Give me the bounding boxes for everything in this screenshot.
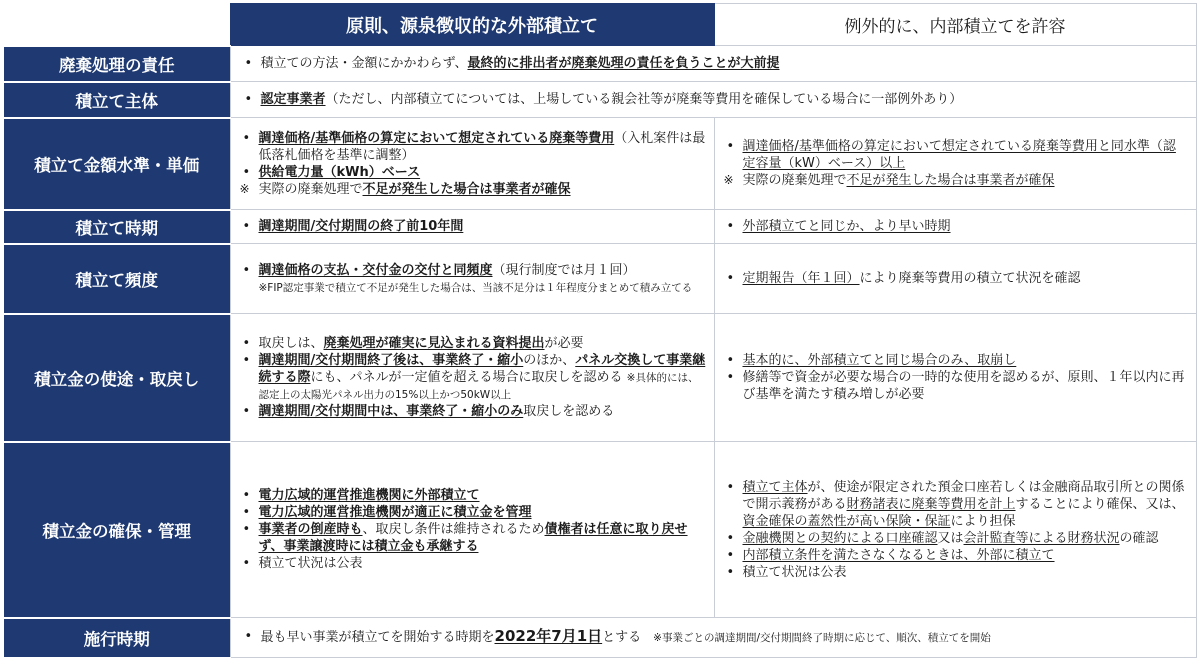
frequency-main-cell <box>230 244 714 314</box>
timing-exception-cell <box>714 210 1196 244</box>
comparison-table <box>4 3 1197 659</box>
text: （現行制度では月１回） <box>492 262 636 278</box>
row-responsibility <box>4 46 1196 82</box>
emphasis-text: 事業者の倒産時も <box>258 522 363 537</box>
list-item <box>723 564 1188 581</box>
row-frequency <box>4 244 1196 314</box>
list-item <box>723 547 1188 564</box>
list-item <box>241 628 1188 647</box>
note-item <box>239 181 706 198</box>
emphasis-text: 廃棄処理が確実に見込まれる資料提出 <box>323 336 545 351</box>
emphasis-text: 調達期間/交付期間中は、事業終了・縮小のみ <box>258 404 524 419</box>
timing-main-cell <box>230 210 714 244</box>
responsibility-cell <box>230 46 1196 82</box>
text: 、取戻し条件は維持されるため <box>362 522 545 537</box>
text: （ただし、内部積立てについては、上場している親会社等が廃棄等費用を確保している場合に一部例外あり） <box>325 92 963 107</box>
emphasis-text: 電力広域的運営推進機関に外部積立て <box>258 488 480 503</box>
text: とする <box>602 630 642 645</box>
amount-main-cell <box>230 118 714 210</box>
row-label-security: 積立金の確保・管理 <box>4 442 230 618</box>
underlined-text: 基本的に、外部積立てと同じ場合のみ、取崩し <box>742 353 1017 368</box>
list-item <box>239 164 706 181</box>
emphasis-text: 調達期間/交付期間の終了前10年間 <box>258 219 464 234</box>
frequency-exception-cell <box>714 244 1196 314</box>
text: 実際の廃棄処理で <box>742 173 847 188</box>
text: にも、パネルが一定値を超える場合に取戻しを認める <box>310 370 623 385</box>
text: 取戻しは、 <box>258 336 324 351</box>
underlined-text: 外部積立てと同じか、より早い時期 <box>742 219 951 234</box>
underlined-text: 資金確保の蓋然性が高い保険・保証 <box>742 513 951 529</box>
amount-exception-cell <box>714 118 1196 210</box>
list-item <box>723 479 1188 530</box>
text: 修繕等で資金が必要な場合の一時的な使用を認めるが、原則、１年以内に再び基準を満たす積み増しが必要 <box>742 370 1185 402</box>
emphasis-text: パネル交換して事業継続する際 <box>258 353 706 385</box>
small-note: ※事業ごとの調達期間/交付期間終了時期に応じて、順次、積立てを開始 <box>653 632 991 644</box>
text: の確認 <box>1119 530 1159 546</box>
usage-exception-cell <box>714 314 1196 442</box>
text: 実際の廃棄処理で <box>258 181 363 197</box>
list-item <box>723 270 1188 287</box>
list-item <box>239 262 706 296</box>
list-item <box>723 218 1188 235</box>
security-exception-cell <box>714 442 1196 618</box>
row-label-enforcement: 施行時期 <box>4 618 230 658</box>
underlined-text: 金融機関との契約による口座確認 <box>742 530 938 546</box>
emphasis-text: 調達期間/交付期間終了後は、事業終了・縮小 <box>258 353 524 368</box>
list-item <box>239 504 706 521</box>
row-label-amount: 積立て金額水準・単価 <box>4 118 230 210</box>
list-item <box>239 403 706 420</box>
emphasis-text: 不足が発生した場合は事業者が確保 <box>362 181 571 197</box>
row-amount <box>4 118 1196 210</box>
row-label-responsibility: 廃棄処理の責任 <box>4 46 230 82</box>
underlined-text: 積立て主体 <box>742 479 808 495</box>
list-item <box>239 352 706 403</box>
emphasis-text: 債権者は任意に取り戻せず、事業譲渡時には積立金も承継する <box>258 522 688 554</box>
list-item <box>723 369 1188 403</box>
security-main-cell <box>230 442 714 618</box>
row-entity <box>4 82 1196 118</box>
list-item <box>239 555 706 572</box>
header-blank-cell <box>4 4 230 46</box>
emphasis-text: 供給電力量（kWh）ベース <box>258 164 421 180</box>
row-label-timing: 積立て時期 <box>4 210 230 244</box>
row-label-entity: 積立て主体 <box>4 82 230 118</box>
text: により廃棄等費用の積立て状況を確認 <box>859 271 1081 286</box>
list-item <box>239 487 706 504</box>
text: 積立ての方法・金額にかかわらず、 <box>260 56 468 71</box>
header-row <box>4 4 1196 46</box>
emphasis-text: 最終的に排出者が廃棄処理の責任を負うことが大前提 <box>467 56 780 71</box>
underlined-text: 定期報告（年１回） <box>742 271 860 286</box>
text: により担保 <box>950 513 1016 529</box>
underlined-text: 調達価格/基準価格の算定において想定されている廃棄等費用と同水準（認定容量（kW）ベース）以上 <box>742 139 1176 171</box>
row-timing <box>4 210 1196 244</box>
list-item <box>239 521 706 555</box>
underlined-text: 会計監査等による財務状況 <box>963 530 1120 546</box>
row-enforcement <box>4 618 1196 658</box>
underlined-text: 内部積立条件を満たさなくなるときは、外部に積立て <box>742 547 1055 563</box>
list-item <box>723 352 1188 369</box>
row-security <box>4 442 1196 618</box>
small-note: ※FIP認定事業で積立て不足が発生した場合は、当該不足分は１年程度分まとめて積み立てる <box>258 281 693 294</box>
text: が、使途が限定された預金口座若しくは金融商品取引所との関係で開示義務がある <box>742 479 1185 512</box>
emphasis-text: 調達価格/基準価格の算定において想定されている廃棄等費用 <box>258 130 615 146</box>
text: 積立て状況は公表 <box>742 564 847 580</box>
list-item <box>241 91 1188 108</box>
header-internal-accumulation: 例外的に、内部積立てを許容 <box>714 4 1196 46</box>
text: することにより確保、又は、 <box>1015 496 1185 512</box>
emphasis-text: 電力広域的運営推進機関が適正に積立金を管理 <box>258 505 532 520</box>
usage-main-cell <box>230 314 714 442</box>
row-label-usage: 積立金の使途・取戻し <box>4 314 230 442</box>
emphasis-text: 認定事業者 <box>260 92 326 107</box>
text: 積立て状況は公表 <box>258 556 363 571</box>
row-usage <box>4 314 1196 442</box>
list-item <box>241 55 1188 72</box>
text: 又は <box>937 530 964 546</box>
note-item <box>723 172 1188 189</box>
text: が必要 <box>544 336 584 351</box>
small-note: ※具体的には、認定上の太陽光パネル出力の15%以上かつ50kW以上 <box>258 372 699 401</box>
start-date: 2022年7月1日 <box>494 627 603 645</box>
list-item <box>723 530 1188 547</box>
text: （入札案件は最低落札価格を基準に調整） <box>258 130 706 163</box>
entity-cell <box>230 82 1196 118</box>
row-label-frequency: 積立て頻度 <box>4 244 230 314</box>
text: 最も早い事業が積立てを開始する時期を <box>260 630 495 645</box>
list-item <box>239 130 706 164</box>
underlined-text: 財務諸表に廃棄等費用を計上 <box>846 496 1016 512</box>
emphasis-text: 調達価格の支払・交付金の交付と同頻度 <box>258 262 493 278</box>
enforcement-cell <box>230 618 1196 658</box>
list-item <box>239 218 706 235</box>
list-item <box>723 138 1188 172</box>
text: のほか、 <box>523 353 576 368</box>
text: 取戻しを認める <box>523 404 615 419</box>
list-item <box>239 335 706 352</box>
underlined-text: 不足が発生した場合は事業者が確保 <box>846 173 1055 188</box>
header-external-accumulation: 原則、源泉徴収的な外部積立て <box>230 4 714 46</box>
